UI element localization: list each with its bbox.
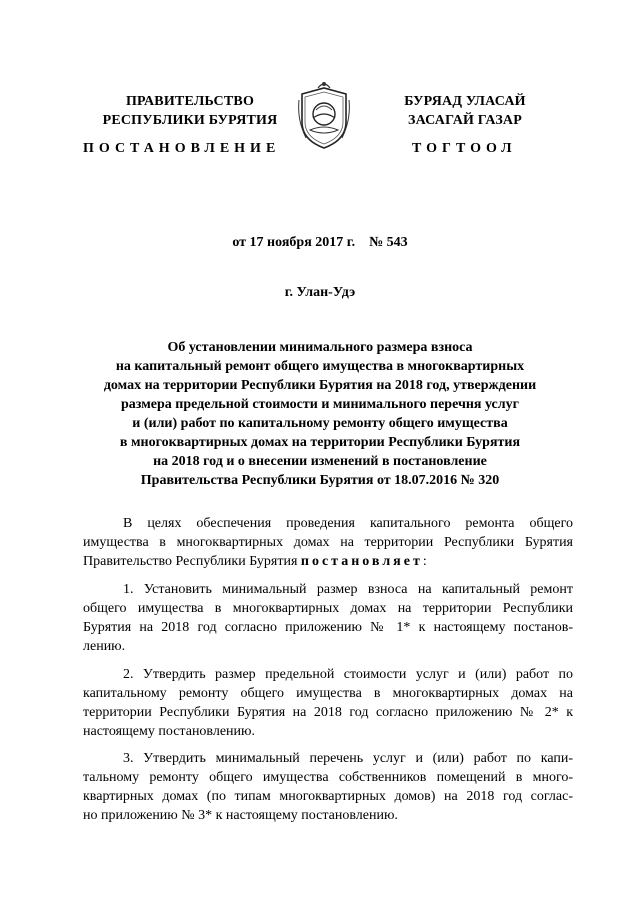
paragraph-line: тальному ремонту общего имущества собственников помещений в много- <box>83 770 573 785</box>
title-line: Об установлении минимального размера взноса <box>167 340 473 355</box>
paragraph-line: лению. <box>83 639 126 654</box>
preamble-text: Правительство Республики Бурятия <box>83 554 301 569</box>
paragraph-line: Бурятия на 2018 год согласно приложению № 1* к настоящему постанов- <box>83 620 573 635</box>
title-line: на капитальный ремонт общего имущества в многоквартирных <box>115 359 525 374</box>
paragraph-line: капитальному ремонту общего имущества в многоквартирных домах на <box>83 686 573 701</box>
decree-label-russian: ПОСТАНОВЛЕНИЕ <box>83 141 281 156</box>
clause-1 <box>83 580 573 656</box>
paragraph-line: 1. Установить минимальный размер взноса на капитальный ремонт <box>123 582 573 597</box>
title-line: размера предельной стоимости и минимального перечня услуг <box>121 397 519 412</box>
title-line: домах на территории Республики Бурятия на 2018 год, утверждении <box>103 378 537 393</box>
clause-3 <box>83 749 573 825</box>
title-line: на 2018 год и о внесении изменений в постановление <box>153 454 487 469</box>
decree-date-number <box>0 235 640 251</box>
header-right-line-2: ЗАСАГАЙ ГАЗАР <box>407 113 522 128</box>
title-line: и (или) работ по капитальному ремонту общего имущества <box>132 416 508 431</box>
coat-of-arms-icon <box>296 80 352 152</box>
preamble-colon: : <box>422 554 427 569</box>
paragraph-line: общего имущества в многоквартирных домах на территории Республики <box>83 601 573 616</box>
paragraph-line: настоящему постановлению. <box>83 724 255 739</box>
header-left-line-2: РЕСПУБЛИКИ БУРЯТИЯ <box>102 113 278 128</box>
preamble-paragraph <box>83 514 573 571</box>
government-name-russian <box>90 92 290 130</box>
paragraph-line: но приложению № 3* к настоящему постановлению. <box>83 808 398 823</box>
paragraph-line: территории Республики Бурятия на 2018 год согласно приложению № 2* к <box>83 705 573 720</box>
date-number-text: от 17 ноября 2017 г. № 543 <box>232 235 408 250</box>
paragraph-line: 3. Утвердить минимальный перечень услуг и (или) работ по капи- <box>123 751 573 766</box>
clause-2 <box>83 665 573 741</box>
government-name-buryat <box>380 92 550 130</box>
paragraph-line: В целях обеспечения проведения капитального ремонта общего <box>123 516 573 531</box>
paragraph-line: квартирных домах (по типам многоквартирных домов) на 2018 год соглас- <box>83 789 573 804</box>
paragraph-line: 2. Утвердить размер предельной стоимости услуг и (или) работ по <box>123 667 573 682</box>
header-right-line-1: БУРЯАД УЛАСАЙ <box>404 94 526 109</box>
paragraph-line: имущества в многоквартирных домах на территории Республики Бурятия <box>83 535 573 550</box>
decree-label-buryat: ТОГТООЛ <box>412 141 517 156</box>
title-line: в многоквартирных домах на территории Республики Бурятия <box>119 435 521 450</box>
title-line: Правительства Республики Бурятия от 18.07.2016 № 320 <box>140 473 500 488</box>
header-left-line-1: ПРАВИТЕЛЬСТВО <box>125 94 255 109</box>
resolves-word: постановляет <box>300 554 423 569</box>
decree-title <box>85 338 555 490</box>
paragraph-line <box>83 552 573 571</box>
decree-city: г. Улан-Удэ <box>284 285 356 300</box>
